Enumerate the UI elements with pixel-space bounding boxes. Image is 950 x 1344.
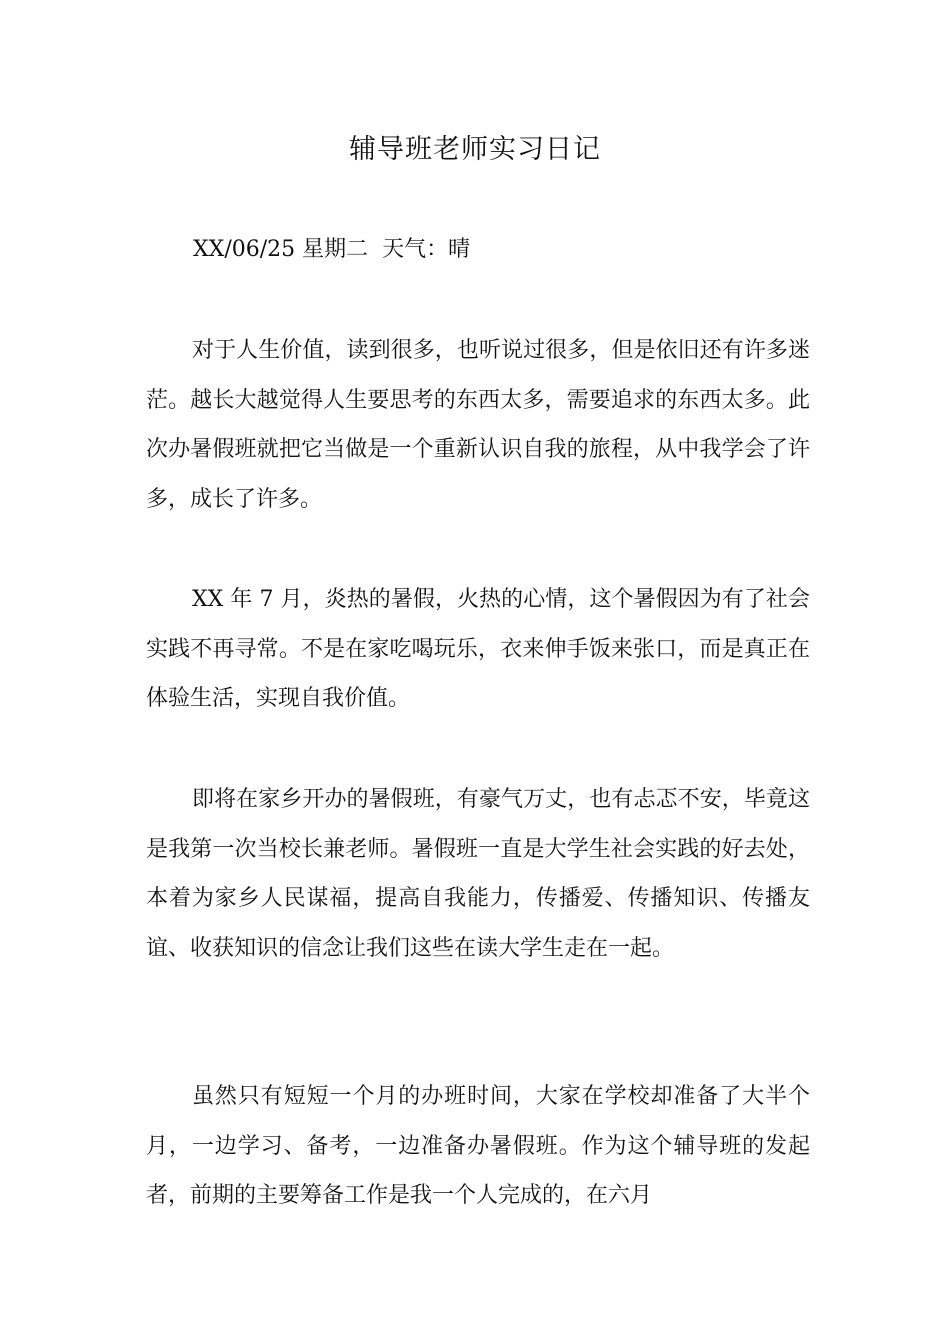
paragraph: XX 年 7 月，炎热的暑假，火热的心情，这个暑假因为有了社会实践不再寻常。不是在家吃喝玩乐，衣来伸手饭来张口，而是真正在体验生活，实现自我价值。 [146, 587, 810, 711]
document-title: 辅导班老师实习日记 [349, 134, 601, 165]
paragraph: 对于人生价值，读到很多，也听说过很多，但是依旧还有许多迷茫。越长大越觉得人生要思考的东西太多，需要追求的东西太多。此次办暑假班就把它当做是一个重新认识自我的旅程，从中我学会了许多，成长了许多。 [146, 338, 810, 512]
paragraph: 虽然只有短短一个月的办班时间，大家在学校却准备了大半个月，一边学习、备考，一边准备办暑假班。作为这个辅导班的发起者，前期的主要筹备工作是我一个人完成的，在六月 [146, 1084, 810, 1208]
paragraph: 即将在家乡开办的暑假班，有豪气万丈，也有忐忑不安，毕竟这是我第一次当校长兼老师。暑假班一直是大学生社会实践的好去处，本着为家乡人民谋福，提高自我能力，传播爱、传播知识、传播友谊、收获知识的信念让我们这些在读大学生走在一起。 [146, 787, 810, 961]
diary-date-line: XX/06/25 星期二 天气：晴 [193, 237, 471, 262]
